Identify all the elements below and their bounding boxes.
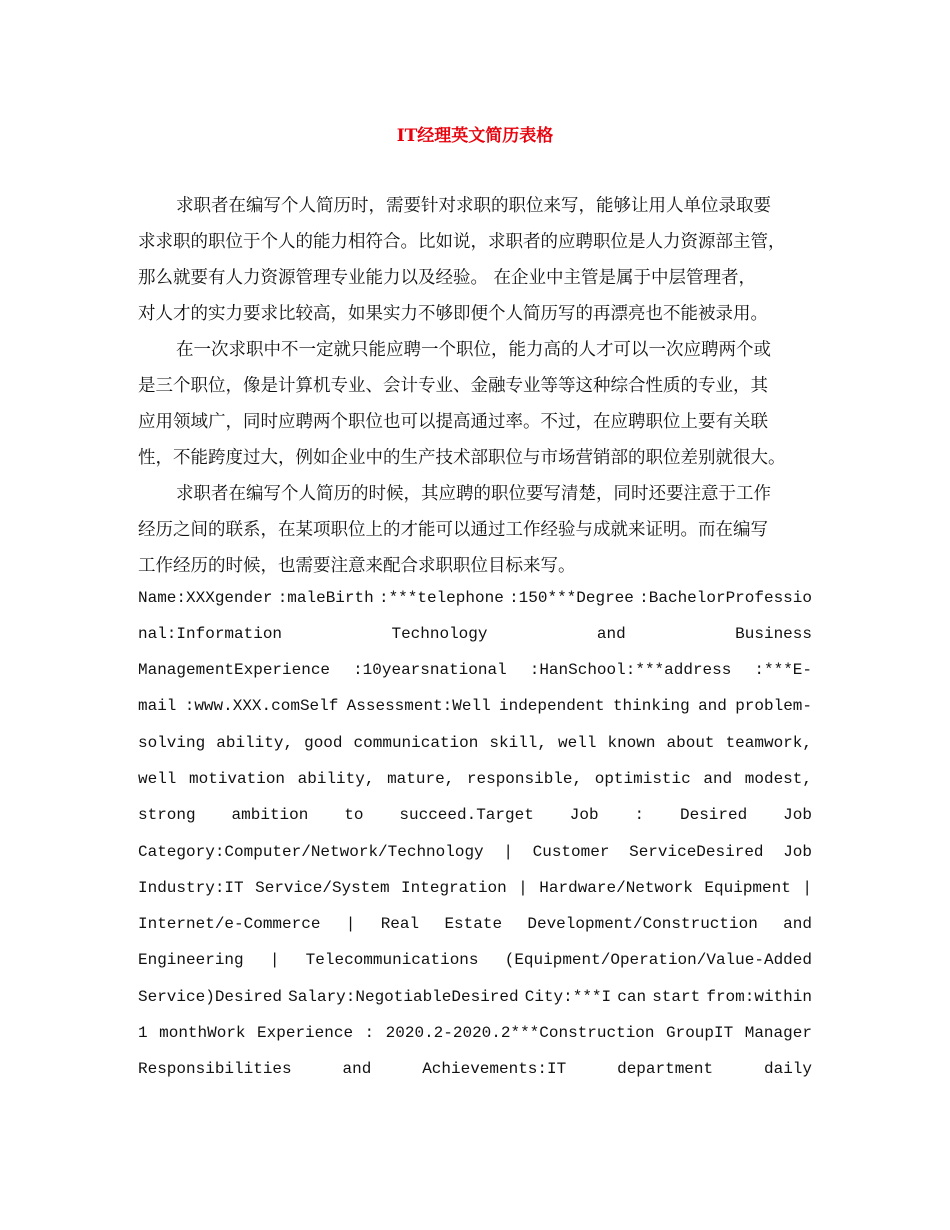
resume-word: ambition [231,806,309,824]
resume-word: Telecommunications [305,951,479,969]
resume-word: : [634,806,645,824]
resume-word: GroupIT [666,1024,734,1042]
resume-word: | [503,843,513,861]
resume-line-3 [138,659,812,681]
resume-word: | [518,879,528,897]
resume-word: mature, [387,770,455,788]
resume-word: ServiceDesired [629,843,764,861]
resume-word: communication [353,734,479,752]
resume-word: Category:Computer/Network/Technology [138,843,484,861]
resume-word: monthWork [159,1024,246,1042]
resume-word: Name:XXXgender [138,589,273,607]
resume-word: :***E- [754,661,812,679]
resume-word: Estate [444,915,503,933]
resume-word: Engineering [138,951,244,969]
resume-word: modest, [744,770,812,788]
resume-word: optimistic [594,770,691,788]
resume-word: solving [138,734,206,752]
resume-word: and [703,770,733,788]
resume-word: 1 [138,1024,148,1042]
resume-word: Service)Desired [138,988,283,1006]
paragraph-2-line-2: 是三个职位，像是计算机专业、会计专业、金融专业等等这种综合性质的专业，其 [138,376,768,396]
resume-word: skill, [489,734,547,752]
resume-word: can [617,988,647,1006]
resume-line-2 [138,623,812,645]
resume-line-10 [138,913,812,935]
resume-word: and [698,697,727,715]
paragraph-3-line-3: 工作经历的时候，也需要注意来配合求职职位目标来写。 [138,556,576,576]
resume-word: City:***I [524,988,612,1006]
resume-line-12 [138,986,812,1008]
resume-word: teamwork, [725,734,812,752]
resume-word: Assessment:Well [346,697,491,715]
paragraph-2-line-3: 应用领域广，同时应聘两个职位也可以提高通过率。不过，在应聘职位上要有关联 [138,412,768,432]
paragraph-1-line-1: 求职者在编写个人简历时，需要针对求职的职位来写，能够让用人单位录取要 [176,196,771,216]
resume-word: Salary:NegotiableDesired [288,988,519,1006]
resume-word: Job [569,806,599,824]
resume-word: independent [499,697,605,715]
resume-word: Experience [257,1024,354,1042]
resume-word: Responsibilities [138,1060,292,1078]
resume-word: department [617,1060,714,1078]
resume-word: thinking [612,697,690,715]
resume-line-11 [138,949,812,971]
paragraph-1-line-4: 对人才的实力要求比较高，如果实力不够即便个人简历写的再漂亮也不能被录用。 [138,304,768,324]
resume-line-1 [138,587,812,609]
resume-word: | [345,915,356,933]
resume-line-6 [138,768,812,790]
resume-word: problem- [735,697,812,715]
resume-word: daily [763,1060,812,1078]
resume-word: ability, [297,770,375,788]
resume-word: :BachelorProfessio [639,589,812,607]
resume-word: :HanSchool:***address [529,661,732,679]
paragraph-2-line-1: 在一次求职中不一定就只能应聘一个职位，能力高的人才可以一次应聘两个或 [176,340,771,360]
resume-word: Customer [532,843,610,861]
resume-line-9 [138,877,812,899]
resume-word: ManagementExperience [138,661,331,679]
resume-word: Job [783,806,812,824]
resume-word: :***telephone [378,589,504,607]
resume-word: known [607,734,656,752]
resume-line-13 [138,1022,812,1044]
resume-word: start [652,988,701,1006]
resume-word: and [596,625,626,643]
resume-word: Integration [401,879,507,897]
resume-word: : [364,1024,375,1042]
paragraph-1-line-3: 那么就要有人力资源管理专业能力以及经验。 在企业中主管是属于中层管理者， [138,268,757,288]
document-title: IT经理英文简历表格 [396,126,554,146]
resume-word: nal:Information [138,625,283,643]
resume-word: Technology [391,625,488,643]
resume-word: Equipment [704,879,791,897]
resume-word: :www.XXX.comSelf [184,697,339,715]
resume-word: well [558,734,597,752]
paragraph-3-line-1: 求职者在编写个人简历的时候，其应聘的职位要写清楚，同时还要注意于工作 [176,484,771,504]
resume-word: :maleBirth [277,589,374,607]
resume-word: responsible, [466,770,583,788]
resume-word: Manager [744,1024,812,1042]
resume-word: about [666,734,715,752]
paragraph-1-line-2: 求求职的职位于个人的能力相符合。比如说，求职者的应聘职位是人力资源部主管， [138,232,786,252]
resume-word: strong [138,806,196,824]
resume-word: Service/System [255,879,390,897]
resume-word: Industry:IT [138,879,244,897]
resume-word: Internet/e-Commerce [138,915,321,933]
resume-word: mail [138,697,177,715]
resume-word: :150***Degree [509,589,634,607]
resume-word: Achievements:IT [422,1060,567,1078]
resume-word: well [138,770,177,788]
resume-word: | [269,951,280,969]
resume-word: Business [735,625,812,643]
resume-word: Development/Construction [527,915,758,933]
resume-word: motivation [189,770,286,788]
resume-word: and [783,915,812,933]
resume-word: Real [380,915,420,933]
resume-line-7 [138,804,812,826]
resume-line-14 [138,1058,812,1080]
resume-word: 2020.2-2020.2***Construction [385,1024,655,1042]
resume-line-5 [138,732,812,754]
paragraph-2-line-4: 性，不能跨度过大，例如企业中的生产技术部职位与市场营销部的职位差别就很大。 [138,448,786,468]
resume-word: good [304,734,343,752]
resume-word: to [344,806,364,824]
resume-line-8 [138,841,812,863]
resume-word: ability, [216,734,294,752]
resume-word: Desired [680,806,748,824]
resume-line-4 [138,695,812,717]
resume-word: (Equipment/Operation/Value-Added [504,951,812,969]
resume-word: :10yearsnational [353,661,507,679]
resume-word: Job [783,843,812,861]
resume-word: from:within [706,988,812,1006]
resume-word: and [342,1060,372,1078]
resume-word: Hardware/Network [539,879,693,897]
paragraph-3-line-2: 经历之间的联系，在某项职位上的才能可以通过工作经验与成就来证明。而在编写 [138,520,768,540]
resume-word: succeed.Target [399,806,534,824]
resume-word: | [802,879,812,897]
